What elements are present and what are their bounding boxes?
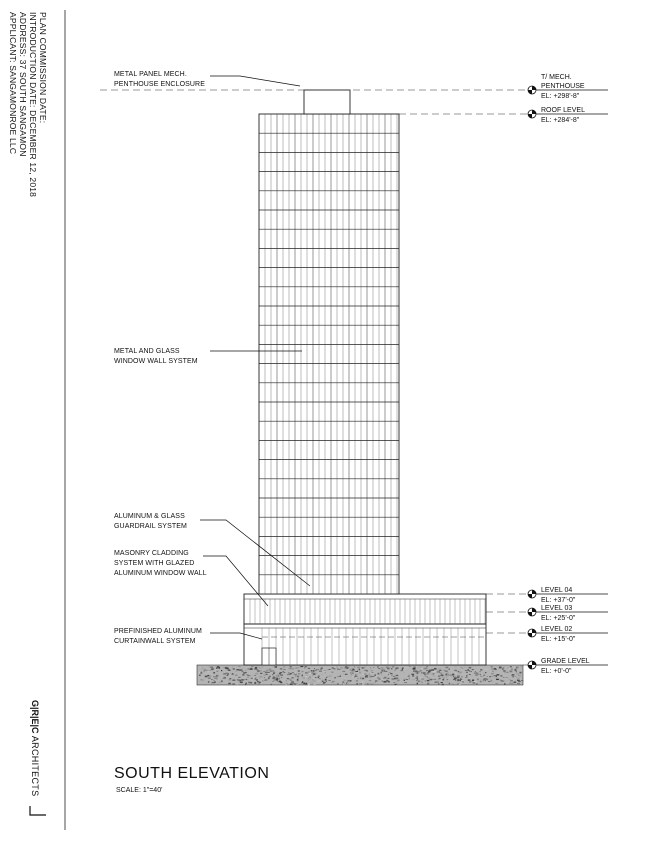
mech-penthouse <box>304 90 350 114</box>
level-marker-04 <box>528 587 608 604</box>
address-text: ADDRESS: 37 SOUTH SANGAMON <box>18 12 28 157</box>
guardrail-note-1: ALUMINUM & GLASS <box>114 513 185 520</box>
level-marker-mech <box>528 74 608 100</box>
tower <box>259 114 399 594</box>
masonry-note-2: SYSTEM WITH GLAZED <box>114 560 195 567</box>
ground-band <box>197 665 524 686</box>
level-marker-02 <box>528 626 608 643</box>
mech-level-elev: EL: +298'-8" <box>541 93 580 100</box>
level02-elev: EL: +15'-0" <box>541 636 576 643</box>
mech-level-name-2: PENTHOUSE <box>541 83 585 90</box>
level02-name: LEVEL 02 <box>541 626 573 633</box>
annotations <box>114 71 207 645</box>
guardrail-note-2: GUARDRAIL SYSTEM <box>114 523 187 530</box>
roof-level-name: ROOF LEVEL <box>541 107 585 114</box>
drawing-title: SOUTH ELEVATION <box>114 765 270 782</box>
masonry-note-1: MASONRY CLADDING <box>114 550 189 557</box>
curtainwall-note-2: CURTAINWALL SYSTEM <box>114 638 196 645</box>
firm-mark: G|R|E|C <box>30 700 40 734</box>
introduction-date-text: INTRODUCTION DATE: DECEMBER 12, 2018 <box>28 12 38 198</box>
level-markers <box>528 74 608 675</box>
firm-logo <box>30 700 40 796</box>
plan-commission-date-text: PLAN COMMISSION DATE: <box>38 12 48 124</box>
level03-name: LEVEL 03 <box>541 605 573 612</box>
level03-elev: EL: +25'-0" <box>541 615 576 622</box>
grade-level-name: GRADE LEVEL <box>541 658 590 665</box>
penthouse-note-2: PENTHOUSE ENCLOSURE <box>114 81 205 88</box>
penthouse-note-1: METAL PANEL MECH. <box>114 71 187 78</box>
window-wall-note-1: METAL AND GLASS <box>114 348 180 355</box>
mech-level-name-1: T/ MECH. <box>541 74 572 81</box>
level-marker-roof <box>528 107 608 124</box>
curtainwall-note-1: PREFINISHED ALUMINUM <box>114 628 202 635</box>
roof-level-elev: EL: +284'-8" <box>541 117 580 124</box>
masonry-note-3: ALUMINUM WINDOW WALL <box>114 570 207 577</box>
level-marker-03 <box>528 605 608 622</box>
firm-label: ARCHITECTS <box>30 733 40 797</box>
corner-mark <box>30 806 46 815</box>
level04-elev: EL: +37'-0" <box>541 597 576 604</box>
podium <box>244 594 486 665</box>
window-wall-note-2: WINDOW WALL SYSTEM <box>114 358 198 365</box>
grade-level-elev: EL: +0'-0" <box>541 668 572 675</box>
firm-name <box>30 700 40 796</box>
applicant-text: APPLICANT: SANGAMONROE LLC <box>8 12 18 155</box>
level-marker-grade <box>528 658 608 675</box>
project-info-block <box>8 12 48 197</box>
level04-name: LEVEL 04 <box>541 587 573 594</box>
drawing-scale: SCALE: 1"=40' <box>116 787 163 794</box>
